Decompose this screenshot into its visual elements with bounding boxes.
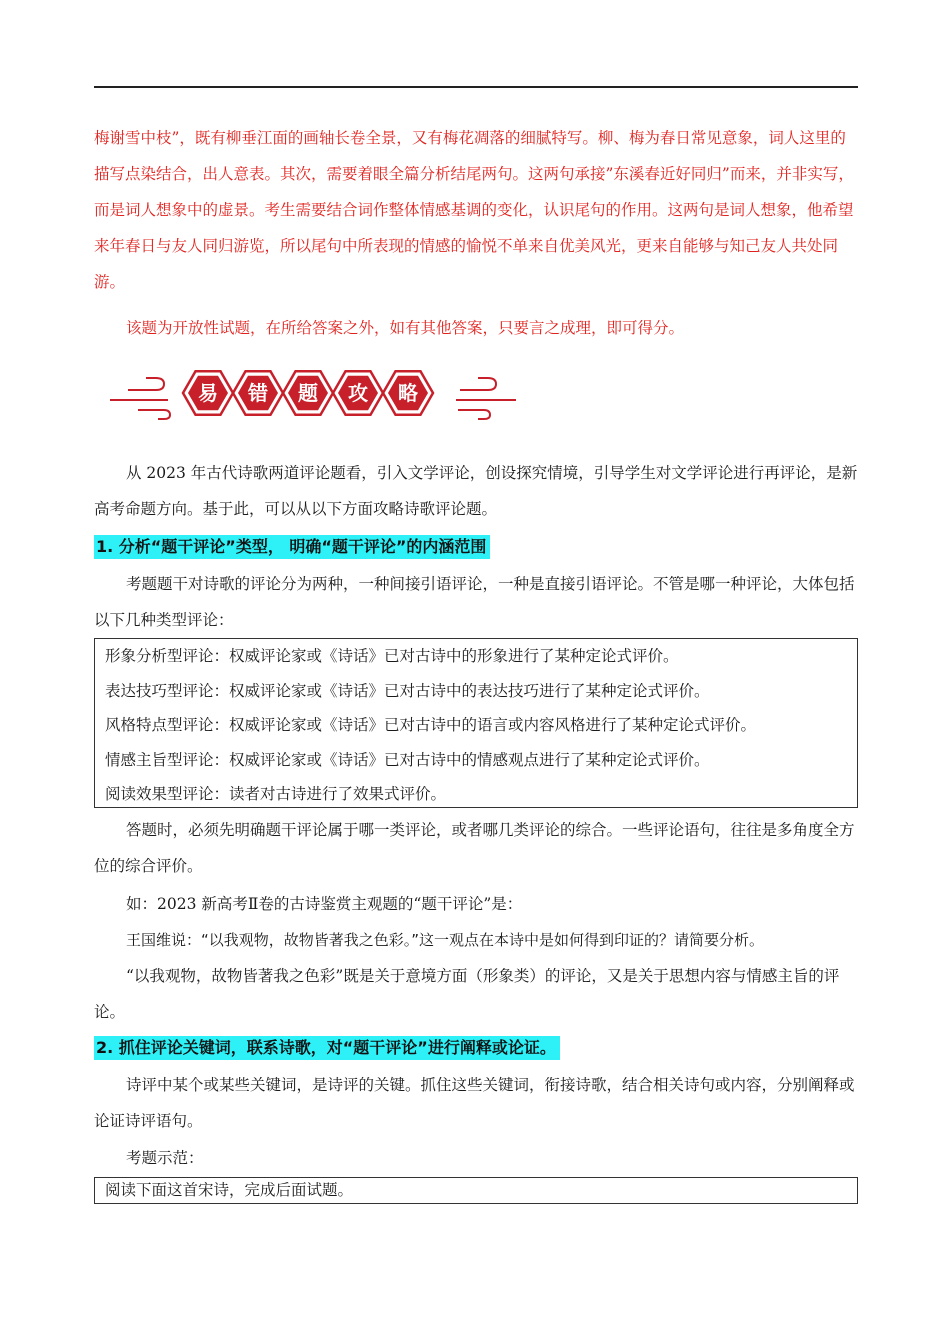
poem-instruction: 阅读下面这首宋诗，完成后面试题。 <box>105 1181 354 1199</box>
answer-guidance-paragraph: 答题时，必须先明确题干评论属于哪一类评论，或者哪几类评论的综合。一些评论语句，往往是多角度全方位的综合评价。 <box>94 821 855 875</box>
banner-char: 易 <box>198 381 218 405</box>
comment-types-box <box>94 638 858 808</box>
comment-type-line: 阅读效果型评论：读者对古诗进行了效果式评价。 <box>105 785 447 803</box>
comment-type-line: 表达技巧型评论：权威评论家或《诗话》已对古诗中的表达技巧进行了某种定论式评价。 <box>105 681 710 700</box>
banner-char: 略 <box>398 381 418 405</box>
example-intro: 如：2023 新高考Ⅱ卷的古诗鉴赏主观题的“题干评论”是： <box>126 895 523 913</box>
section2-heading: 2. 抓住评论关键词，联系诗歌，对“题干评论”进行阐释或论证。 <box>94 1036 560 1060</box>
open-question-note: 该题为开放性试题，在所给答案之外，如有其他答案，只要言之成理，即可得分。 <box>126 319 685 337</box>
banner-easy-mistakes <box>108 360 518 426</box>
example-analysis: “以我观物，故物皆著我之色彩”既是关于意境方面（形象类）的评论，又是关于思想内容与情感主旨的评论。 <box>94 967 840 1021</box>
comment-type-line: 形象分析型评论：权威评论家或《诗话》已对古诗中的形象进行了某种定论式评价。 <box>105 647 679 665</box>
example-label: 考题示范： <box>126 1149 204 1167</box>
banner-char: 攻 <box>348 381 368 405</box>
banner-char: 题 <box>298 381 318 405</box>
banner-char: 错 <box>248 381 268 405</box>
section1-paragraph: 考题题干对诗歌的评论分为两种，一种间接引语评论，一种是直接引语评论。不管是哪一种评论，大体包括以下几种类型评论： <box>94 575 855 629</box>
intro-paragraph: 从 2023 年古代诗歌两道评论题看，引入文学评论，创设探究情境，引导学生对文学评论进行再评论，是新高考命题方向。基于此，可以从以下方面攻略诗歌评论题。 <box>94 464 858 518</box>
comment-type-line: 情感主旨型评论：权威评论家或《诗话》已对古诗中的情感观点进行了某种定论式评价。 <box>105 750 710 769</box>
comment-type-line: 风格特点型评论：权威评论家或《诗话》已对古诗中的语言或内容风格进行了某种定论式评价。 <box>105 716 757 734</box>
header-rule <box>94 86 858 88</box>
analysis-paragraph: 梅谢雪中枝”，既有柳垂江面的画轴长卷全景，又有梅花凋落的细腻特写。柳、梅为春日常见意象，词人这里的描写点染结合，出人意表。其次，需要着眼全篇分析结尾两句。这两句承接”东溪春近好同归”而来，并非实写，而是词人想象中的虚景。考生需要结合词作整体情感基调的变化，认识尾句的作用。这两句是词人想象，他希望来年春日与友人同归游览，所以尾句中所表现的情感的愉悦不单来自优美风光，更来自能够与知己友人共处同游。 <box>94 129 854 291</box>
example-quote: 王国维说：“以我观物，故物皆著我之色彩。”这一观点在本诗中是如何得到印证的？请简要分析。 <box>126 931 765 949</box>
section2-paragraph: 诗评中某个或某些关键词，是诗评的关键。抓住这些关键词，衔接诗歌，结合相关诗句或内容，分别阐释或论证诗评语句。 <box>94 1076 855 1130</box>
section1-heading: 1. 分析“题干评论”类型， 明确“题干评论”的内涵范围 <box>94 535 490 559</box>
banner-right-scroll <box>456 378 516 419</box>
banner-left-scroll <box>110 378 170 419</box>
poem-instruction-box <box>94 1177 858 1204</box>
